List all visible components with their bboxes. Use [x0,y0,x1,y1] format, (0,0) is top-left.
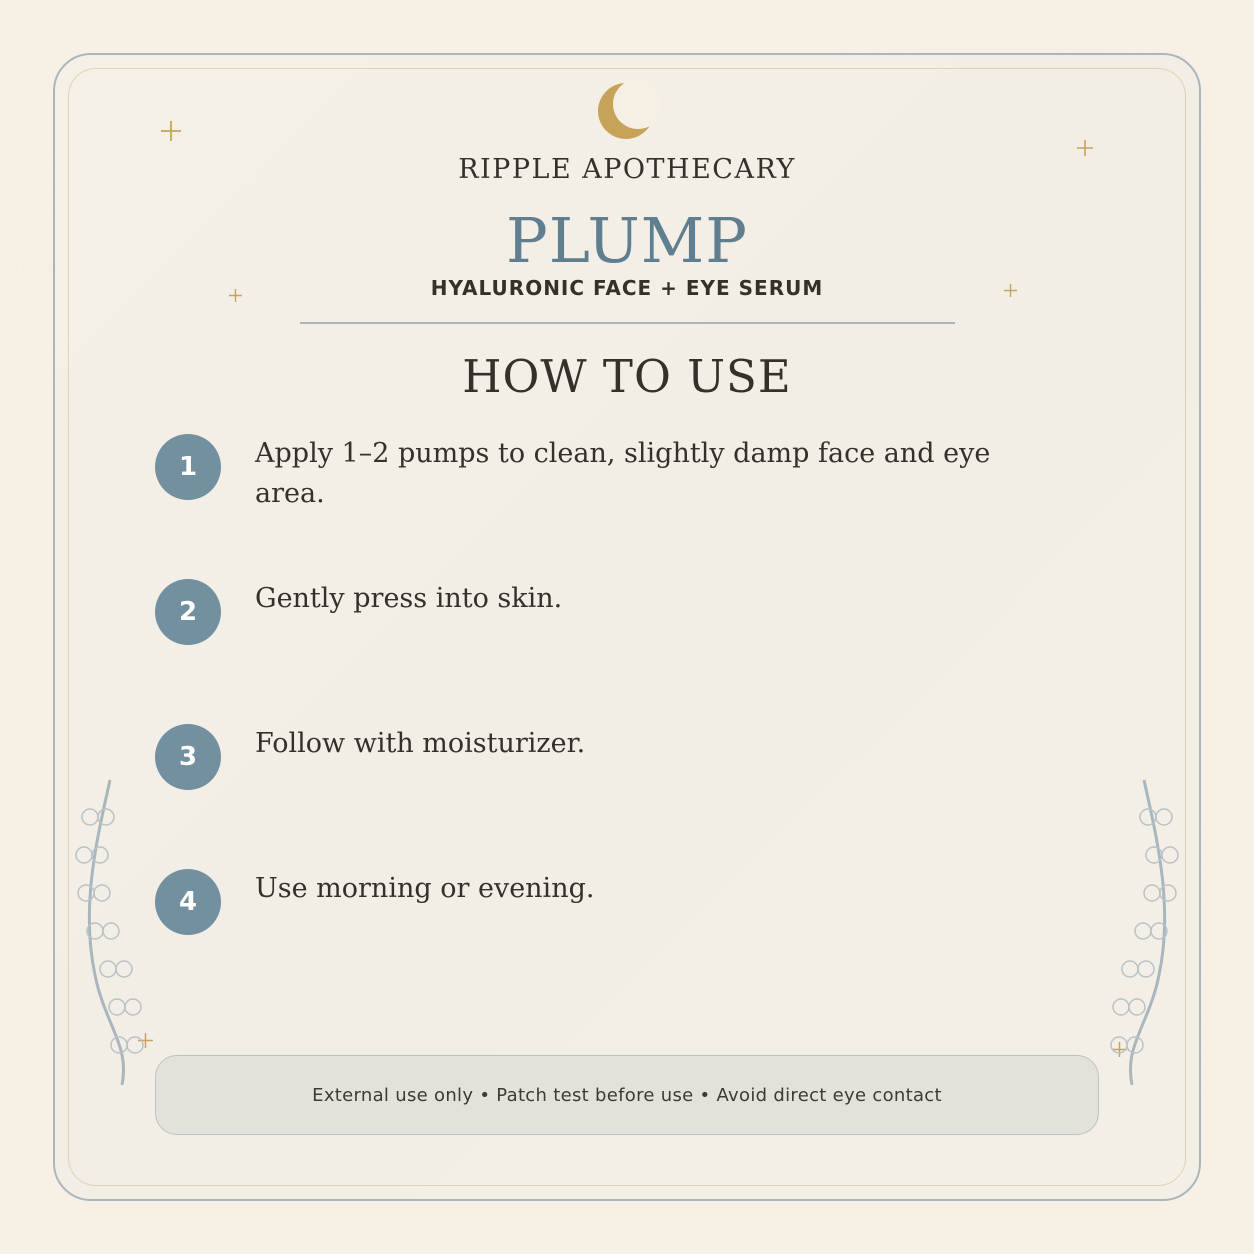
brand-name: RIPPLE APOTHECARY [458,154,796,185]
sparkle-icon [160,120,182,142]
eucalyptus-sprig-icon [70,775,150,1090]
step-number-badge: 3 [155,724,221,790]
product-subtitle: HYALURONIC FACE + EYE SERUM [430,276,824,300]
step-text: Apply 1–2 pumps to clean, slightly damp face and eye area. [255,438,991,509]
step-number-badge: 1 [155,434,221,500]
step-number-badge: 4 [155,869,221,935]
warning-note [155,1055,1099,1135]
warning-text: External use only • Patch test before use • Avoid direct eye contact [312,1084,942,1106]
step-text: Gently press into skin. [255,583,563,614]
step-text: Use morning or evening. [255,873,595,904]
step-text: Follow with moisturizer. [255,728,586,759]
header-divider [300,322,955,324]
step-number-badge: 2 [155,579,221,645]
crescent-moon-icon [596,80,660,144]
product-name: PLUMP [506,204,748,277]
section-title: HOW TO USE [462,350,792,403]
eucalyptus-sprig-icon [1104,775,1184,1090]
